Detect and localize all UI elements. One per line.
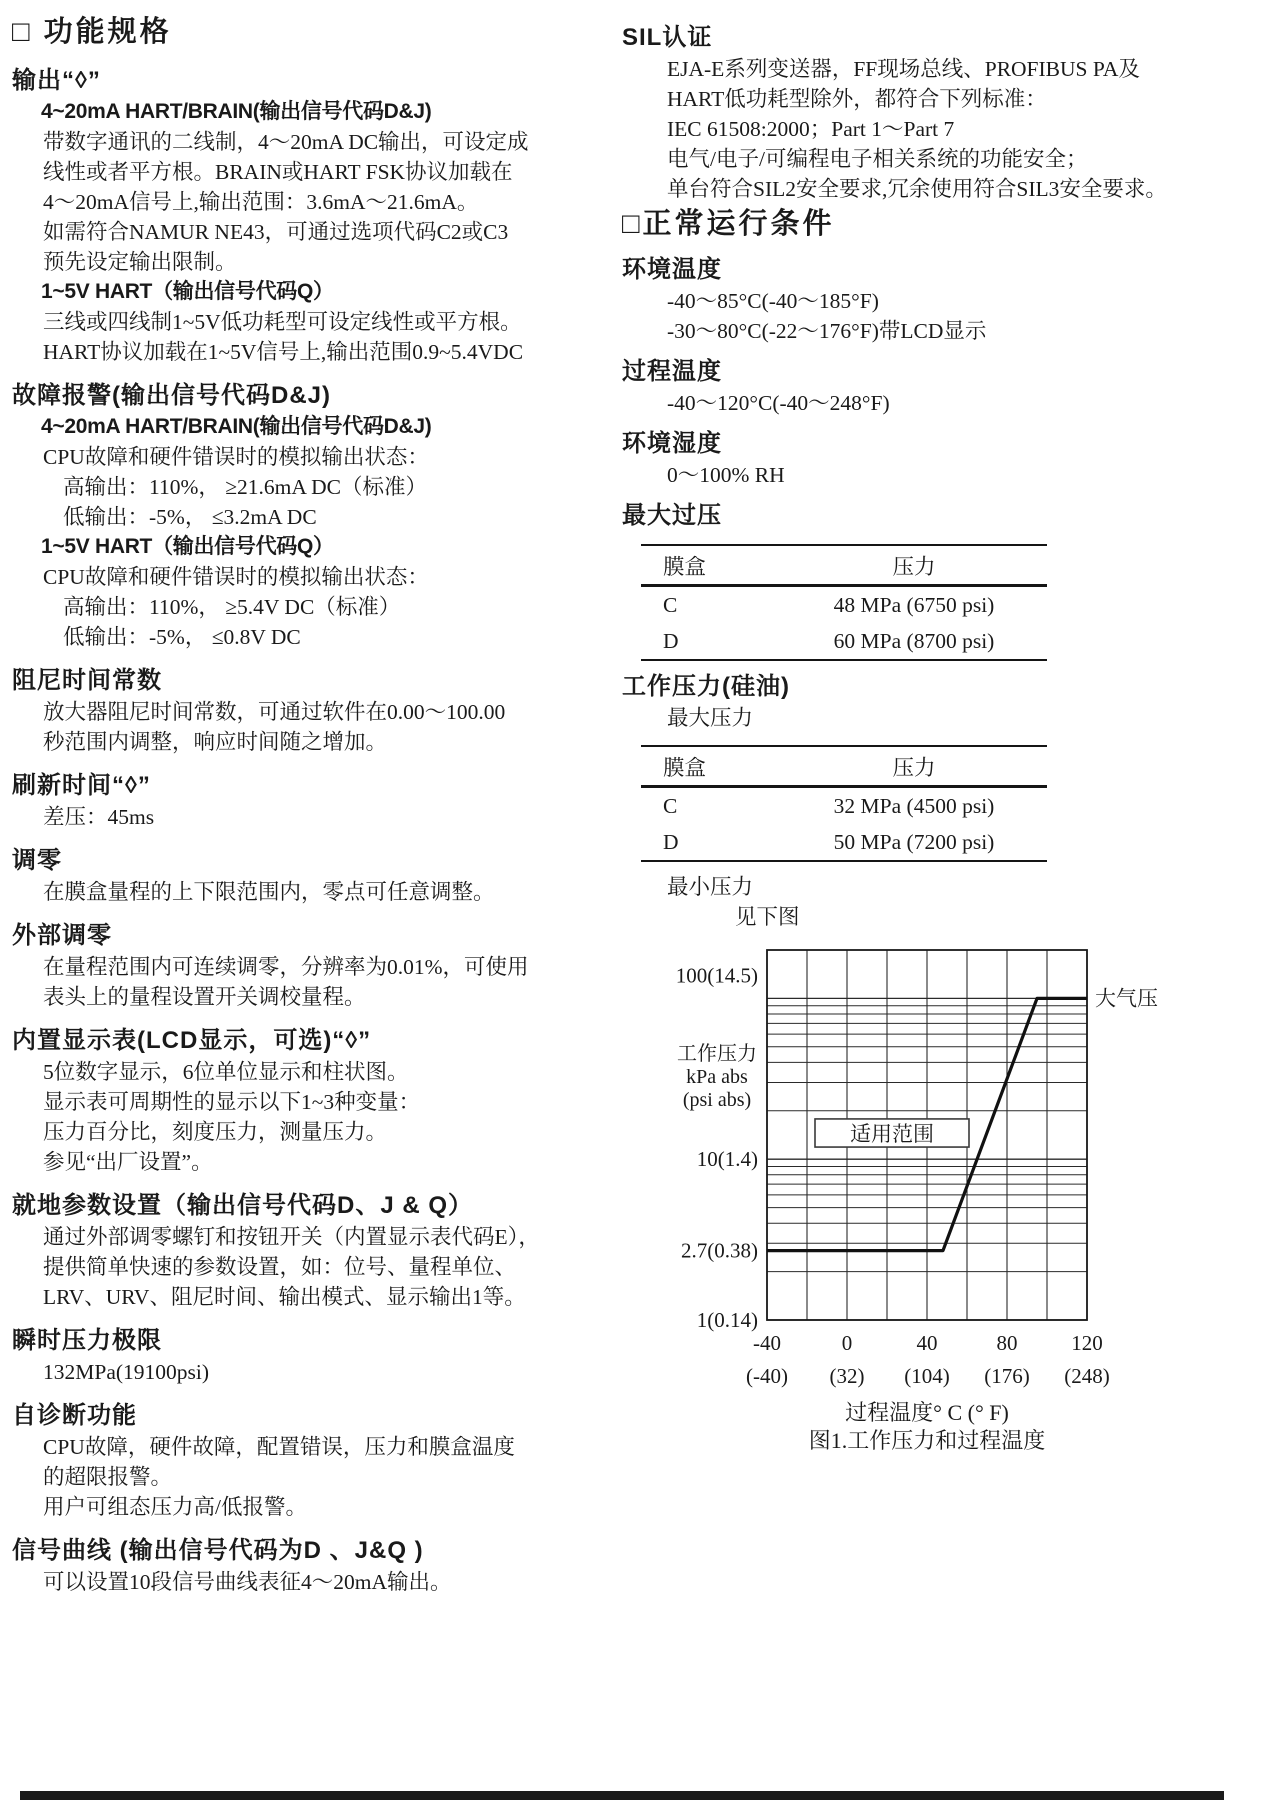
table-cell: 48 MPa (6750 psi) xyxy=(833,592,995,617)
left-column xyxy=(12,12,546,1597)
body-text-line: -40～85°C(-40～185°F) xyxy=(667,289,879,313)
heading: 输出“◊” xyxy=(12,67,101,94)
body-text-line: 高输出：110%， ≥21.6mA DC（标准） xyxy=(63,475,427,499)
body-text-line: 通过外部调零螺钉和按钮开关（内置显示表代码E）， xyxy=(43,1225,540,1249)
body-text-line: 最小压力 xyxy=(667,875,754,899)
heading: 刷新时间“◊” xyxy=(12,772,151,799)
body-text-line: 带数字通讯的二线制，4～20mA DC输出，可设定成 xyxy=(43,130,529,154)
table-header-cell: 压力 xyxy=(892,554,936,579)
subheading: 4~20mA HART/BRAIN(输出信号代码D&J) xyxy=(41,100,432,123)
body-text-line: 表头上的量程设置开关调校量程。 xyxy=(43,985,366,1009)
table-header-row xyxy=(641,546,1047,587)
body-text-line: HART协议加载在1~5V信号上,输出范围0.9~5.4VDC xyxy=(43,340,524,364)
heading: 环境温度 xyxy=(622,256,722,283)
heading: 过程温度 xyxy=(622,358,722,385)
body-text-line: 显示表可周期性的显示以下1~3种变量： xyxy=(43,1090,421,1114)
heading: 最大过压 xyxy=(622,502,722,529)
x-tick-label-f: (-40) xyxy=(746,1364,788,1388)
body-text-line: CPU故障和硬件错误时的模拟输出状态： xyxy=(43,565,429,589)
heading: 信号曲线 (输出信号代码为D 、J&Q ) xyxy=(12,1537,424,1564)
body-text-line: 的超限报警。 xyxy=(43,1465,173,1489)
heading: 外部调零 xyxy=(12,922,112,949)
body-text-line: 132MPa(19100psi) xyxy=(43,1360,210,1384)
x-tick-label-f: (32) xyxy=(829,1364,865,1388)
body-text-line: 放大器阻尼时间常数，可通过软件在0.00～100.00 xyxy=(43,700,506,724)
heading: 故障报警(输出信号代码D&J) xyxy=(12,382,331,409)
x-tick-label-c: 0 xyxy=(841,1331,853,1355)
y-axis-label: (psi abs) xyxy=(682,1089,752,1111)
body-text-line: 用户可组态压力高/低报警。 xyxy=(43,1495,307,1519)
table-cell: 32 MPa (4500 psi) xyxy=(833,793,995,818)
table-cell: C xyxy=(663,592,678,617)
subheading: 4~20mA HART/BRAIN(输出信号代码D&J) xyxy=(41,415,432,438)
table-cell: C xyxy=(663,793,678,818)
figure1-caption: 图1.工作压力和过程温度 xyxy=(808,1428,1046,1453)
body-text-line: -40～120°C(-40～248°F) xyxy=(667,391,890,415)
x-tick-label-c: 40 xyxy=(916,1331,938,1355)
body-text-line: HART低功耗型除外，都符合下列标准： xyxy=(667,87,1047,111)
table-cell: D xyxy=(663,628,679,653)
body-text-line: 压力百分比，刻度压力，测量压力。 xyxy=(43,1120,388,1144)
body-text-line: EJA-E系列变送器，FF现场总线、PROFIBUS PA及 xyxy=(667,57,1140,81)
body-text-line: 见下图 xyxy=(735,905,800,929)
atmospheric-pressure-label: 大气压 xyxy=(1095,986,1158,1011)
table-row xyxy=(641,623,1047,659)
heading: 环境湿度 xyxy=(622,430,722,457)
heading: 内置显示表(LCD显示，可选)“◊” xyxy=(12,1027,372,1054)
x-tick-label-c: 120 xyxy=(1071,1331,1103,1355)
body-text-line: CPU故障，硬件故障，配置错误，压力和膜盒温度 xyxy=(43,1435,515,1459)
body-text-line: 秒范围内调整，响应时间随之增加。 xyxy=(43,730,388,754)
heading: 阻尼时间常数 xyxy=(12,667,162,694)
section-heading: □正常运行条件 xyxy=(622,208,835,240)
body-text-line: IEC 61508:2000；Part 1～Part 7 xyxy=(667,117,955,141)
body-text-line: 电气/电子/可编程电子相关系统的功能安全； xyxy=(667,147,1088,171)
y-axis-label: kPa abs xyxy=(686,1066,748,1088)
body-text-line: 提供简单快速的参数设置，如：位号、量程单位、 xyxy=(43,1255,517,1279)
body-text-line: 0～100% RH xyxy=(667,463,785,487)
body-text-line: -30～80°C(-22～176°F)带LCD显示 xyxy=(667,319,987,343)
body-text-line: 参见“出厂设置”。 xyxy=(43,1150,213,1174)
body-text-line: 在膜盒量程的上下限范围内，零点可任意调整。 xyxy=(43,880,495,904)
heading: 自诊断功能 xyxy=(12,1402,137,1429)
y-axis-label: 工作压力 xyxy=(677,1043,757,1065)
x-tick-label-f: (176) xyxy=(984,1364,1030,1388)
spec-table xyxy=(641,544,1047,661)
body-text-line: 在量程范围内可连续调零，分辨率为0.01%，可使用 xyxy=(43,955,529,979)
table-cell: 50 MPa (7200 psi) xyxy=(833,829,995,854)
body-text-line: 4～20mA信号上,输出范围：3.6mA～21.6mA。 xyxy=(43,190,479,214)
body-text-line: 低输出：-5%， ≤3.2mA DC xyxy=(63,505,317,529)
body-text-line: 如需符合NAMUR NE43，可通过选项代码C2或C3 xyxy=(43,220,509,244)
heading: SIL认证 xyxy=(622,24,713,51)
body-text-line: 最大压力 xyxy=(667,706,754,730)
x-tick-label-c: -40 xyxy=(753,1331,781,1355)
table-row xyxy=(641,788,1047,824)
y-tick-label: 100(14.5) xyxy=(675,963,758,988)
subheading: 1~5V HART（输出信号代码Q） xyxy=(41,280,334,303)
heading: 瞬时压力极限 xyxy=(12,1327,162,1354)
y-tick-label: 1(0.14) xyxy=(696,1308,758,1332)
spec-table xyxy=(641,745,1047,862)
x-tick-label-f: (248) xyxy=(1064,1364,1110,1388)
figure1-x-axis-title: 过程温度° C (° F) xyxy=(845,1400,1009,1425)
body-text-line: 高输出：110%， ≥5.4V DC（标准） xyxy=(63,595,401,619)
body-text-line: 单台符合SIL2安全要求,冗余使用符合SIL3安全要求。 xyxy=(667,177,1167,201)
heading: 工作压力(硅油) xyxy=(622,673,790,700)
body-text-line: 差压：45ms xyxy=(43,805,155,829)
y-tick-label: 10(1.4) xyxy=(696,1147,758,1172)
heading: 就地参数设置（输出信号代码D、J & Q） xyxy=(12,1192,474,1219)
heading: 调零 xyxy=(12,847,62,874)
body-text-line: 三线或四线制1~5V低功耗型可设定线性或平方根。 xyxy=(43,310,522,334)
table-header-cell: 压力 xyxy=(892,755,936,780)
body-text-line: 线性或者平方根。BRAIN或HART FSK协议加载在 xyxy=(43,160,513,184)
right-column xyxy=(622,12,1167,932)
table-header-cell: 膜盒 xyxy=(663,755,707,780)
footer-rule xyxy=(20,1791,1224,1800)
figure1-working-pressure-process-temperature-chart xyxy=(545,933,1185,1393)
body-text-line: 可以设置10段信号曲线表征4～20mA输出。 xyxy=(43,1570,452,1594)
body-text-line: 5位数字显示，6位单位显示和柱状图。 xyxy=(43,1060,409,1084)
table-row xyxy=(641,824,1047,860)
applicable-range-label: 适用范围 xyxy=(850,1121,934,1146)
subheading: 1~5V HART（输出信号代码Q） xyxy=(41,535,334,558)
body-text-line: 预先设定输出限制。 xyxy=(43,250,237,274)
section-heading: □ 功能规格 xyxy=(12,16,172,48)
body-text-line: LRV、URV、阻尼时间、输出模式、显示输出1等。 xyxy=(43,1285,526,1309)
y-tick-label: 2.7(0.38) xyxy=(681,1238,758,1263)
table-header-cell: 膜盒 xyxy=(663,554,707,579)
x-tick-label-c: 80 xyxy=(996,1331,1018,1355)
table-header-row xyxy=(641,747,1047,788)
body-text-line: CPU故障和硬件错误时的模拟输出状态： xyxy=(43,445,429,469)
body-text-line: 低输出：-5%， ≤0.8V DC xyxy=(63,625,301,649)
table-row xyxy=(641,587,1047,623)
table-cell: D xyxy=(663,829,679,854)
table-cell: 60 MPa (8700 psi) xyxy=(833,628,995,653)
x-tick-label-f: (104) xyxy=(904,1364,950,1388)
